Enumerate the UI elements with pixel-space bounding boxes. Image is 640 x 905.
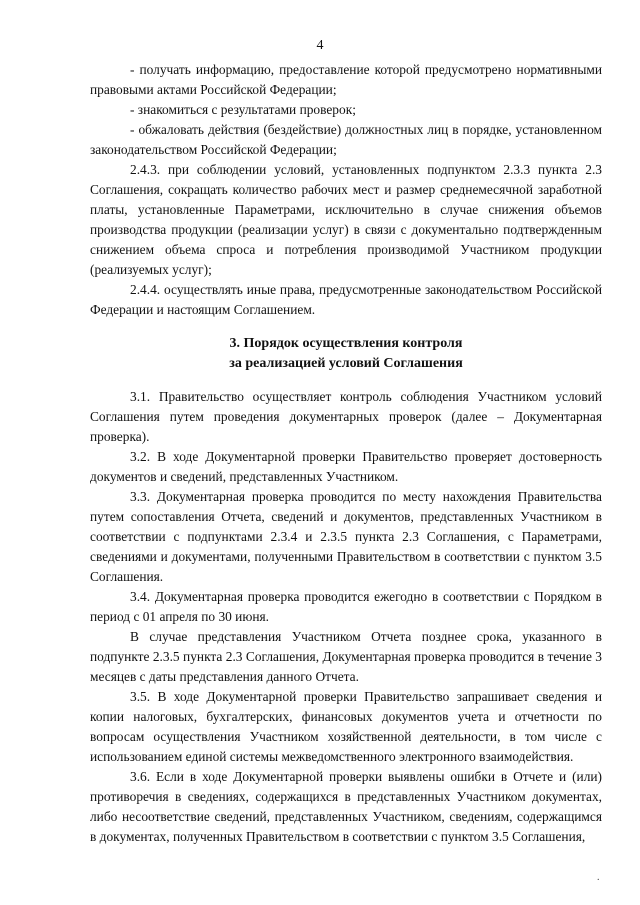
- paragraph: В случае представления Участником Отчета позднее срока, указанного в подпункте 2.3.5 пункта 2.3 Соглашения, Документарная проверка проводится в течение 3 месяцев с даты представления данного Отчета.: [90, 629, 602, 684]
- paragraph: - знакомиться с результатами проверок;: [130, 102, 356, 117]
- scan-mark: .: [597, 872, 600, 883]
- paragraph: 3.6. Если в ходе Документарной проверки выявлены ошибки в Отчете и (или) противоречия в сведениях, содержащихся в представленных Участником документах, либо несоответствие сведений, представленных Участником, сведениям, содержащимся в документах, полученных Правительством в соответствии с пунктом 3.5 Соглашения,: [90, 769, 602, 844]
- section-title-line: за реализацией условий Соглашения: [229, 356, 463, 371]
- section-title: [90, 334, 602, 374]
- paragraph: 3.3. Документарная проверка проводится по месту нахождения Правительства путем сопоставления Отчета, сведений и документов, представленных Участником в соответствии с подпунктами 2.3.4 и 2.3.5 пункта 2.3 Соглашения, с Параметрами, сведениями и документами, полученными Правительством в соответствии с пунктом 3.5 Соглашения.: [90, 489, 602, 584]
- paragraph: 3.4. Документарная проверка проводится ежегодно в соответствии с Порядком в период с 01 апреля по 30 июня.: [90, 589, 602, 624]
- paragraph: - получать информацию, предоставление которой предусмотрено нормативными правовыми актами Российской Федерации;: [90, 62, 602, 97]
- paragraph: 2.4.4. осуществлять иные права, предусмотренные законодательством Российской Федерации и настоящим Соглашением.: [90, 282, 602, 317]
- paragraph: 3.1. Правительство осуществляет контроль соблюдения Участником условий Соглашения путем проведения документарных проверок (далее – Документарная проверка).: [90, 389, 602, 444]
- paragraph: 2.4.3. при соблюдении условий, установленных подпунктом 2.3.3 пункта 2.3 Соглашения, сокращать количество рабочих мест и размер среднемесячной заработной платы, установленные Параметрами, исключительно в случае снижения объемов производства продукции (реализации услуг) в связи с документально подтвержденным снижением объема спроса и потребления производимой Участником продукции (реализуемых услуг);: [90, 162, 602, 277]
- page-number: 4: [316, 38, 324, 53]
- document-body: [90, 60, 602, 847]
- section-title-line: 3. Порядок осуществления контроля: [229, 336, 463, 351]
- paragraph: - обжаловать действия (бездействие) должностных лиц в порядке, установленном законодательством Российской Федерации;: [90, 122, 602, 157]
- paragraph: 3.5. В ходе Документарной проверки Правительство запрашивает сведения и копии налоговых, бухгалтерских, финансовых документов учета и отчетности по вопросам осуществления Участником хозяйственной деятельности, в том числе с использованием единой системы межведомственного электронного взаимодействия.: [90, 689, 602, 764]
- paragraph: 3.2. В ходе Документарной проверки Правительство проверяет достоверность документов и сведений, представленных Участником.: [90, 449, 602, 484]
